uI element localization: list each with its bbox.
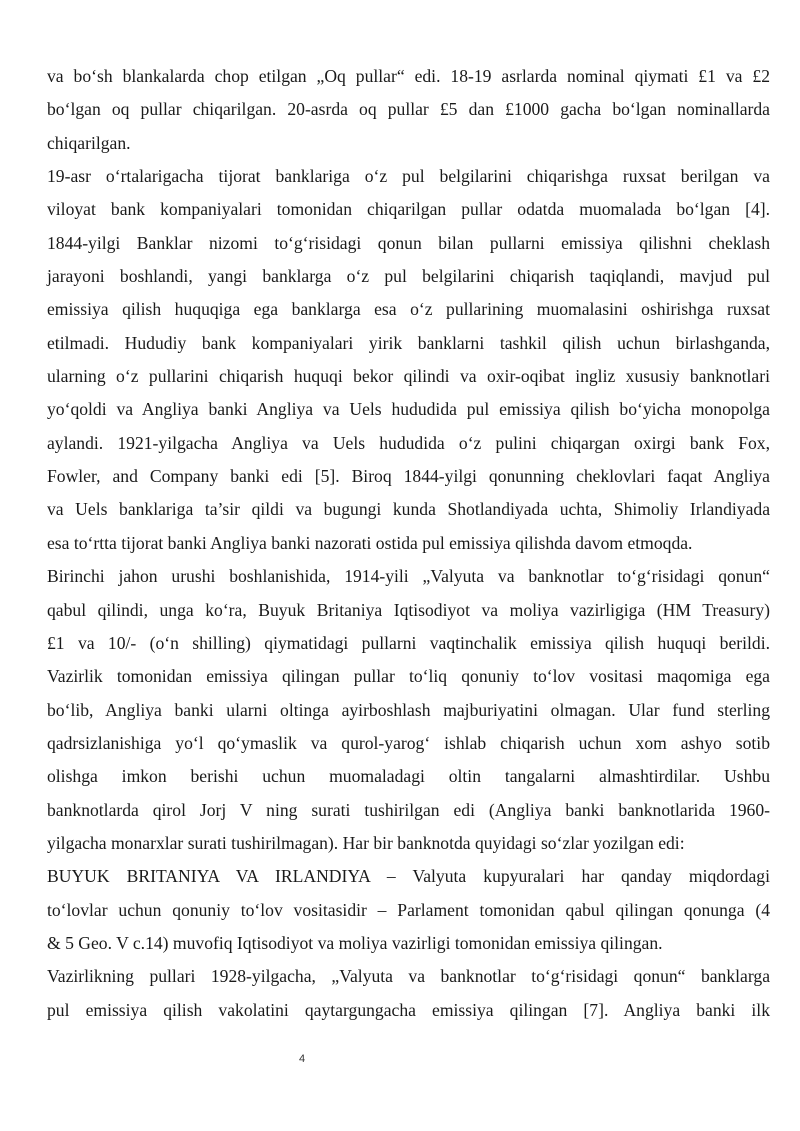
text-line: BUYUK BRITANIYA VA IRLANDIYA – Valyuta kupyuralari har qanday miqdordagi (47, 866, 770, 887)
text-line: jarayoni boshlandi, yangi banklarga o‘z pul belgilarini chiqarish taqiqlandi, mavjud pul (47, 266, 770, 287)
text-line: £1 va 10/- (o‘n shilling) qiymatidagi pullarni vaqtinchalik emissiya qilish huquqi berildi. (47, 632, 770, 653)
text-line: va Uels banklariga ta’sir qildi va bugungi kunda Shotlandiyada uchta, Shimoliy Irlandiyada (47, 499, 770, 520)
document-body (47, 60, 770, 1027)
text-line: to‘lovlar uchun qonuniy to‘lov vositasidir – Parlament tomonidan qabul qilingan qonunga (4 (47, 899, 770, 920)
text-line: viloyat bank kompaniyalari tomonidan chiqarilgan pullar odatda muomalada bo‘lgan [4]. (47, 199, 770, 220)
text-line: etilmadi. Hududiy bank kompaniyalari yirik banklarni tashkil qilish uchun birlashganda, (47, 332, 770, 353)
text-line: va bo‘sh blankalarda chop etilgan „Oq pullar“ edi. 18-19 asrlarda nominal qiymati £1 va £2 (47, 66, 770, 86)
text-line: qabul qilindi, unga ko‘ra, Buyuk Britaniya Iqtisodiyot va moliya vazirligiga (HM Treasury) (47, 599, 770, 620)
text-line: aylandi. 1921-yilgacha Angliya va Uels hududida o‘z pulini chiqargan oxirgi bank Fox, (47, 432, 770, 453)
text-line: banknotlarda qirol Jorj V ning surati tushirilgan edi (Angliya banki banknotlarida 1960- (47, 799, 770, 820)
text-line: Vazirlik tomonidan emissiya qilingan pullar to‘liq qonuniy to‘lov vositasi maqomiga ega (47, 666, 770, 687)
text-line: qadrsizlanishiga yo‘l qo‘ymaslik va qurol-yarog‘ ishlab chiqarish uchun xom ashyo sotib (47, 732, 770, 753)
text-line: chiqarilgan. (47, 132, 131, 153)
text-line: bo‘lgan oq pullar chiqarilgan. 20-asrda oq pullar £5 dan £1000 gacha bo‘lgan nominallarda (47, 99, 770, 120)
text-line: olishga imkon berishi uchun muomaladagi oltin tangalarni almashtirdilar. Ushbu (47, 766, 770, 787)
text-line: Fowler, and Company banki edi [5]. Biroq 1844-yilgi qonunning cheklovlari faqat Angliya (47, 466, 770, 487)
page-number: 4 (298, 1053, 306, 1065)
text-line: bo‘lib, Angliya banki ularni oltinga ayirboshlash majburiyatini olmagan. Ular fund sterling (47, 699, 770, 720)
text-line: ularning o‘z pullarini chiqarish huquqi bekor qilindi va oxir-oqibat ingliz xususiy banknotlari (47, 366, 770, 387)
text-line: & 5 Geo. V c.14) muvofiq Iqtisodiyot va moliya vazirligi tomonidan emissiya qilingan. (47, 932, 663, 953)
text-line: esa to‘rtta tijorat banki Angliya banki nazorati ostida pul emissiya qilishda davom etmoqda. (47, 532, 693, 553)
text-line: emissiya qilish huquqiga ega banklarga esa o‘z pullarining muomalasini oshirishga ruxsat (47, 299, 770, 320)
text-line: 1844-yilgi Banklar nizomi to‘g‘risidagi qonun bilan pullarni emissiya qilishni cheklash (47, 232, 770, 253)
text-line: yo‘qoldi va Angliya banki Angliya va Uels hududida pul emissiya qilish bo‘yicha monopolga (47, 399, 770, 420)
text-line: pul emissiya qilish vakolatini qaytargungacha emissiya qilingan [7]. Angliya banki ilk (47, 999, 770, 1020)
text-line: Birinchi jahon urushi boshlanishida, 1914-yili „Valyuta va banknotlar to‘g‘risidagi qonun“ (47, 566, 770, 587)
text-line: yilgacha monarxlar surati tushirilmagan). Har bir banknotda quyidagi so‘zlar yozilgan edi: (47, 832, 685, 853)
text-line: 19-asr o‘rtalarigacha tijorat banklariga o‘z pul belgilarini chiqarishga ruxsat berilgan va (47, 166, 770, 187)
text-line: Vazirlikning pullari 1928-yilgacha, „Valyuta va banknotlar to‘g‘risidagi qonun“ banklarga (47, 966, 770, 987)
